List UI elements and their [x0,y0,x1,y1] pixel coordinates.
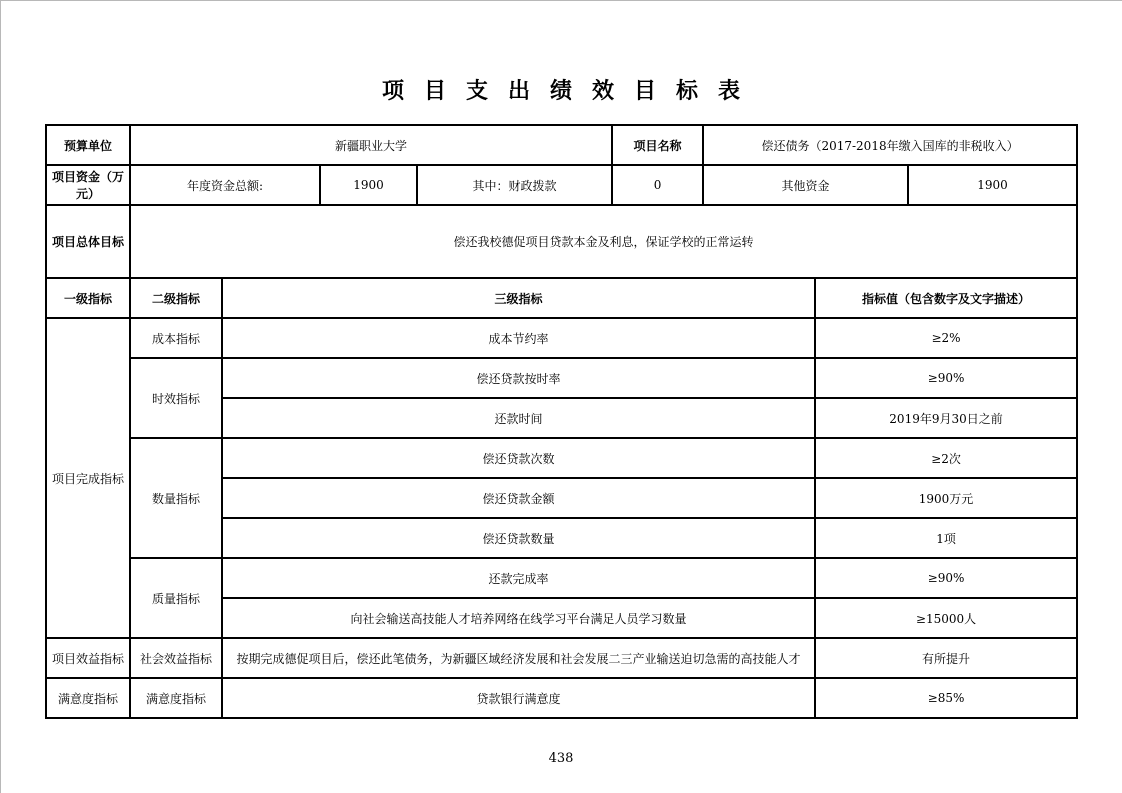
column-header-row [46,278,1077,318]
project-name-label: 项目名称 [612,125,703,165]
annual-total-label: 年度资金总额: [130,165,320,205]
table-row [46,358,1077,398]
indicator-value: ≥85% [815,678,1077,718]
page-title: 项目支出绩效目标表 [381,79,760,104]
annual-total-value: 1900 [320,165,417,205]
indicator-name: 贷款银行满意度 [222,678,815,718]
indicator-name: 还款完成率 [222,558,815,598]
table-row [46,438,1077,478]
page-edge-top [0,0,1122,1]
fiscal-allocation-value: 0 [612,165,703,205]
indicator-value: ≥15000人 [815,598,1077,638]
overall-goal-label: 项目总体目标 [46,205,130,278]
header-level3: 三级指标 [222,278,815,318]
completion-indicators-label: 项目完成指标 [46,318,130,638]
project-name-value: 偿还债务（2017-2018年缴入国库的非税收入） [703,125,1077,165]
fiscal-allocation-label: 其中：财政拨款 [417,165,612,205]
benefit-indicators-label: 项目效益指标 [46,638,130,678]
quality-indicators-label: 质量指标 [130,558,222,638]
header-value: 指标值（包含数字及文字描述） [815,278,1077,318]
timeliness-indicators-label: 时效指标 [130,358,222,438]
cost-indicators-label: 成本指标 [130,318,222,358]
indicator-value: 1900万元 [815,478,1077,518]
indicator-value: 2019年9月30日之前 [815,398,1077,438]
indicator-name: 偿还贷款金额 [222,478,815,518]
other-funds-value: 1900 [908,165,1077,205]
social-benefit-label: 社会效益指标 [130,638,222,678]
budget-unit-value: 新疆职业大学 [130,125,612,165]
indicator-value: 有所提升 [815,638,1077,678]
indicator-name: 偿还贷款次数 [222,438,815,478]
table-row [46,558,1077,598]
indicator-name: 偿还贷款按时率 [222,358,815,398]
indicator-value: ≥90% [815,358,1077,398]
table-row [46,678,1077,718]
indicator-name: 还款时间 [222,398,815,438]
overall-goal-text: 偿还我校德促项目贷款本金及利息，保证学校的正常运转 [130,205,1077,278]
performance-target-table [45,124,1078,719]
header-level1: 一级指标 [46,278,130,318]
indicator-name: 按期完成德促项目后，偿还此笔债务，为新疆区域经济发展和社会发展二三产业输送迫切急需的高技能人才 [222,638,815,678]
quantity-indicators-label: 数量指标 [130,438,222,558]
satisfaction-indicators-label: 满意度指标 [46,678,130,718]
other-funds-label: 其他资金 [703,165,908,205]
budget-unit-row [46,125,1077,165]
indicator-value: ≥2次 [815,438,1077,478]
project-funds-label: 项目资金（万元） [46,165,130,205]
table-row [46,318,1077,358]
header-level2: 二级指标 [130,278,222,318]
indicator-value: ≥2% [815,318,1077,358]
overall-goal-row [46,205,1077,278]
table-row [46,638,1077,678]
indicator-value: ≥90% [815,558,1077,598]
indicator-name: 向社会输送高技能人才培养网络在线学习平台满足人员学习数量 [222,598,815,638]
indicator-value: 1项 [815,518,1077,558]
page-number: 438 [548,751,574,766]
indicator-name: 偿还贷款数量 [222,518,815,558]
budget-unit-label: 预算单位 [46,125,130,165]
satisfaction-sub-label: 满意度指标 [130,678,222,718]
project-funds-row [46,165,1077,205]
indicator-name: 成本节约率 [222,318,815,358]
page-edge-left [0,0,1,793]
